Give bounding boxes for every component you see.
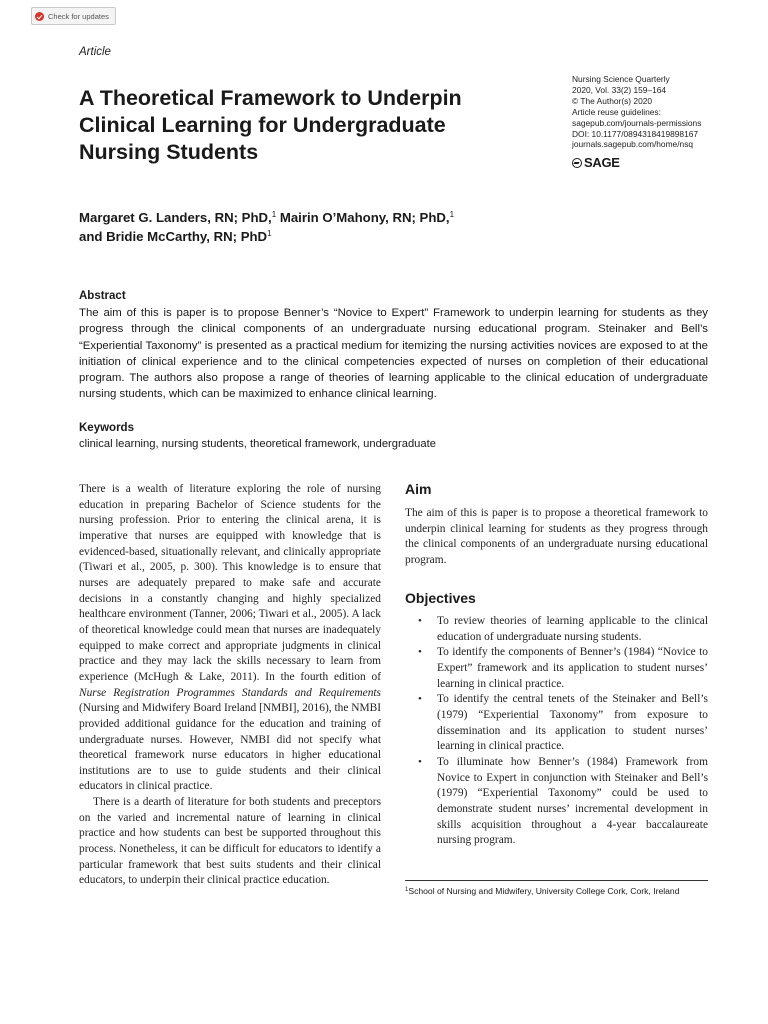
intro-p1-text-b: (Nursing and Midwifery Board Ireland [NMBI], 2016), the NMBI provided additional guidance for the education and training of undergraduate nurses. However, NMBI did not specify what theoretical framework nurse educators in higher educational institutions are to use to guide students and their clinical educators in clinical practice. [79,702,381,793]
list-item: • To identify the components of Benner’s (1984) “Novice to Expert” framework and its application to student nurses’ learning in clinical practice. [405,645,708,692]
footnote-text: School of Nursing and Midwifery, University College Cork, Cork, Ireland [408,886,680,896]
journal-permissions-link[interactable]: sagepub.com/journals-permissions [572,117,702,128]
journal-reuse-label: Article reuse guidelines: [572,106,661,117]
article-type-label: Article [79,46,111,58]
aim-text: The aim of this is paper is to propose a theoretical framework to underpin clinical learning for students as they progress through the clinical components of an undergraduate nursing educational program. [405,507,708,566]
introduction-column [79,482,381,889]
affiliation-mark: 1 [267,228,272,238]
check-updates-icon [35,12,44,21]
journal-volume: 2020, Vol. 33(2) 159–164 [572,84,667,95]
sage-logo-text: SAGE [584,155,620,170]
author-list [79,209,559,246]
affiliation-mark: 1 [449,210,455,219]
keywords-heading: Keywords [79,422,134,434]
check-for-updates-label: Check for updates [48,11,109,21]
sage-logo-icon [572,158,582,168]
list-item: • To identify the central tenets of the Steinaker and Bell’s (1979) “Experiential Taxonomy” from exposure to dissemination and its application to student nurses’ learning in clinical practice. [405,692,708,755]
journal-name: Nursing Science Quarterly [572,74,670,84]
footnote-mark: 1 [405,887,409,893]
author-2: Mairin O’Mahony, RN; PhD, [279,210,450,225]
author-3: and Bridie McCarthy, RN; PhD [79,228,268,244]
intro-paragraph-2: There is a dearth of literature for both students and preceptors on the varied and incremental nature of learning in clinical practice and how students can best be supported throughout this process. Nonetheless, it can be difficult for educators to identify a particular framework that best suits students and their clinical educators, to underpin their clinical practice education. [79,796,381,887]
affiliation-footnote [405,886,710,897]
intro-paragraph-1 [79,482,381,795]
journal-copyright: © The Author(s) 2020 [572,95,653,106]
abstract-text: The aim of this is paper is to propose Benner’s “Novice to Expert” Framework to underpin learning for students as they progress through the clinical components of an undergraduate nursing educational program. Steinaker and Bell’s “Experiential Taxonomy” is presented as a practical medium for itemizing the nursing activities novices are exposed to at the initiation of clinical experience and to the clinical competencies expected of nurses on completion of their educational program. The authors also propose a range of theories of learning applicable to the clinical education of undergraduate nursing students, which can be maximized to enhance clinical learning. [79,307,708,401]
abstract-heading: Abstract [79,290,126,302]
journal-homepage-link[interactable]: journals.sagepub.com/home/nsq [572,139,694,150]
sage-logo [572,155,620,170]
journal-info [572,74,742,150]
footnote-divider [405,880,708,881]
intro-p1-text-a: There is a wealth of literature exploring the role of nursing education in preparing Bachelor of Science students for the nursing profession. Prior to entering the clinical arena, it is imperative that nurses are equipped with knowledge that is evidenced-based, situationally relevant, and clinically appropriate (Tiwari et al., 2005, p. 300). This knowledge is to ensure that nurses are adequately prepared to make safe and accurate decisions in a constantly changing and highly specialized healthcare environment (Tanner, 2006; Tiwari et al., 2005). A lack of theoretical knowledge could mean that nurses are inadequately equipped to make correct and appropriate judgments in clinical practice and they may lack the skills necessary to learn from experience (McHugh & Lake, 2011). In the fourth edition of [79,483,381,683]
aim-heading: Aim [405,481,432,497]
affiliation-mark: 1 [271,210,277,219]
intro-p1-italic-title: Nurse Registration Programmes Standards and Requirements [79,686,381,699]
objectives-heading: Objectives [405,590,476,606]
journal-doi[interactable]: DOI: 10.1177/0894318419898167 [572,128,699,139]
list-item: • To illuminate how Benner’s (1984) Framework from Novice to Expert in conjunction with Steinaker and Bell’s (1979) “Experiential Taxonomy” could be used to demonstrate student nurses’ incremental development in skills acquisition throughout a 4-year baccalaureate nursing program. [405,755,708,849]
check-for-updates-badge[interactable] [31,7,116,25]
list-item: • To review theories of learning applicable to the clinical education of undergraduate nursing students. [405,614,708,645]
keywords-text: clinical learning, nursing students, theoretical framework, undergraduate [79,438,436,450]
author-1: Margaret G. Landers, RN; PhD, [79,210,272,225]
objectives-list [405,614,708,849]
paper-title: A Theoretical Framework to Underpin Clinical Learning for Undergraduate Nursing Students [79,86,462,164]
